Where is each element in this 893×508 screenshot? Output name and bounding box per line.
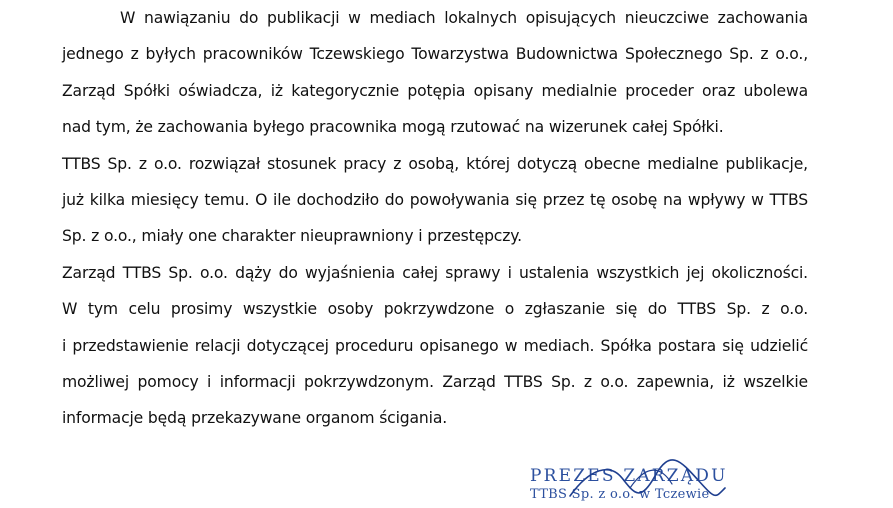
stamp-title: PREZES ZARZĄDU (530, 466, 728, 486)
text-line: jednego z byłych pracowników Tczewskiego Towarzystwa Budownictwa Społecznego Sp. z o.o., (62, 45, 808, 64)
text-line: Sp. z o.o., miały one charakter nieuprawniony i przestępczy. (62, 227, 522, 246)
text-line: informacje będą przekazywane organom ścigania. (62, 409, 448, 428)
document-body (62, 0, 808, 437)
text-line: i przedstawienie relacji dotyczącej proceduru opisanego w mediach. Spółka postara się udzielić (62, 336, 808, 355)
text-line: Zarząd TTBS Sp. o.o. dąży do wyjaśnienia całej sprawy i ustalenia wszystkich jej okoliczności. (62, 263, 808, 282)
text-line: W tym celu prosimy wszystkie osoby pokrzywdzone o zgłaszanie się do TTBS Sp. z o.o. (62, 300, 808, 319)
stamp-subtitle: TTBS Sp. z o.o. w Tczewie (530, 487, 710, 502)
text-line: Zarząd Spółki oświadcza, iż kategorycznie potępia opisany medialnie proceder oraz ubolewa (62, 81, 808, 100)
paragraph-2 (62, 146, 808, 255)
company-stamp (530, 466, 790, 506)
text-line: nad tym, że zachowania byłego pracownika mogą rzutować na wizerunek całej Spółki. (62, 118, 724, 137)
paragraph-3 (62, 255, 808, 437)
text-line: już kilka miesięcy temu. O ile dochodziło do powoływania się przez tę osobę na wpływy w TTBS (62, 190, 808, 209)
paragraph-1 (62, 0, 808, 146)
text-line: W nawiązaniu do publikacji w mediach lokalnych opisujących nieuczciwe zachowania (120, 9, 808, 27)
text-line: TTBS Sp. z o.o. rozwiązał stosunek pracy z osobą, której dotyczą obecne medialne publikacje, (62, 154, 808, 173)
text-line: możliwej pomocy i informacji pokrzywdzonym. Zarząd TTBS Sp. z o.o. zapewnia, iż wszelkie (62, 372, 808, 391)
